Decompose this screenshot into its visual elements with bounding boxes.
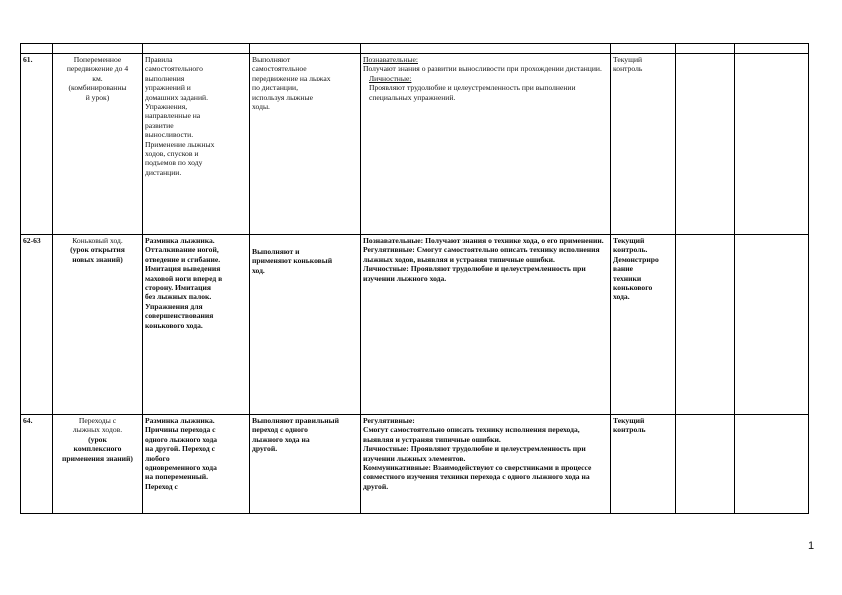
text-line: Причины перехода с: [145, 425, 216, 435]
text-line: самостоятельного: [145, 64, 203, 74]
text-line: Правила: [145, 55, 173, 64]
table-row: [21, 415, 809, 514]
text-line: на другой. Переход с: [145, 444, 215, 454]
lesson-content: [143, 54, 250, 235]
text-line: Переход с: [145, 481, 178, 491]
outcome-heading: Регулятивные:: [363, 416, 415, 425]
text-line: конькового: [613, 283, 653, 293]
text-line: дистанции.: [145, 167, 182, 177]
outcome-text: Смогут самостоятельно описать технику исполнения перехода, выявляя и устраняя типичные ошибки.: [363, 425, 580, 444]
outcome-heading: Познавательные:: [363, 55, 418, 64]
empty-cell: [676, 415, 735, 514]
text-line: контроль.: [613, 245, 648, 255]
text-line: вание: [613, 264, 634, 274]
header-cell: [53, 44, 143, 54]
text-line: Упражнения для: [145, 301, 203, 311]
text-line: без лыжных палок.: [145, 292, 212, 302]
learning-outcomes: [361, 54, 611, 235]
text-line: ходы.: [252, 102, 270, 112]
text-line: выносливости.: [145, 130, 194, 140]
outcome-text: Получают знания о технике хода, о его применении.: [425, 236, 604, 245]
outcome-text: Взаимодействуют со сверстниками в процессе совместного изучения техники перехода с одного лыжного хода на другой.: [363, 463, 592, 491]
learning-outcomes: [361, 235, 611, 415]
text-line: по дистанции,: [252, 83, 298, 93]
text-line: Выполняют: [252, 55, 291, 64]
text-line: домашних заданий.: [145, 92, 209, 102]
table-row: [21, 235, 809, 415]
control-type: [611, 415, 676, 514]
outcome-text: Получают знания о развитии выносливости при прохождении дистанции.: [363, 64, 602, 74]
text-line: переход с одного: [252, 425, 308, 435]
outcome-heading: Регулятивные:: [363, 245, 415, 255]
text-line: маховой ноги вперед в: [145, 273, 223, 283]
text-line: Текущий: [613, 55, 643, 64]
text-line: техники: [613, 273, 642, 283]
text-line: контроль: [613, 64, 643, 74]
text-line: отведение и сгибание.: [145, 254, 221, 264]
table-row: [21, 54, 809, 235]
empty-cell: [676, 235, 735, 415]
outcome-heading: Познавательные:: [363, 236, 424, 245]
lesson-topic: [53, 415, 143, 514]
text-line: Текущий: [613, 416, 645, 425]
lesson-content: [143, 415, 250, 514]
empty-cell: [735, 415, 809, 514]
outcome-heading: Личностные:: [363, 264, 409, 274]
text-line: упражнений и: [145, 83, 191, 93]
text-line: одного лыжного хода: [145, 434, 218, 444]
text-line: Отталкивание ногой,: [145, 245, 219, 255]
text-line: другой.: [252, 444, 278, 454]
header-cell: [735, 44, 809, 54]
text-line: Применение лыжных: [145, 139, 215, 149]
text-line: лыжных ходов.: [72, 425, 123, 435]
header-cell: [361, 44, 611, 54]
text-line: подъемов по ходу: [145, 158, 203, 168]
text-line: Разминка лыжника.: [145, 416, 215, 425]
header-cell: [250, 44, 361, 54]
text-line: (комбинированны: [68, 83, 127, 93]
table-header-row: [21, 44, 809, 54]
lesson-number: 61.: [21, 54, 53, 235]
text-line: совершенствования: [145, 311, 214, 321]
control-type: [611, 54, 676, 235]
text-line: Коньковый ход.: [72, 236, 123, 245]
student-activity: [250, 54, 361, 235]
text-line: й урок): [85, 92, 110, 102]
text-line: направленные на: [145, 111, 201, 121]
text-line: км.: [92, 73, 103, 83]
lesson-number: 62-63: [21, 235, 53, 415]
text-line: Попеременное: [73, 55, 122, 64]
lesson-topic: [53, 235, 143, 415]
text-line: используя лыжные: [252, 92, 313, 102]
text-line: Разминка лыжника.: [145, 236, 215, 245]
lesson-topic: [53, 54, 143, 235]
header-cell: [676, 44, 735, 54]
page-number: 1: [808, 540, 815, 552]
outcome-text: Проявляют трудолюбие и целеустремленность при изучении лыжных элементов.: [363, 444, 586, 463]
text-line: Выполняют правильный: [252, 416, 339, 425]
text-line: лыжного хода на: [252, 434, 310, 444]
text-line: конькового хода.: [145, 320, 203, 330]
text-line: (урок открытия: [70, 245, 125, 255]
text-line: развитие: [145, 120, 174, 130]
header-cell: [21, 44, 53, 54]
text-line: Имитация выведения: [145, 264, 221, 274]
text-line: (урок: [88, 434, 107, 444]
text-line: одновременного хода: [145, 463, 217, 473]
text-line: новых знаний): [72, 254, 123, 264]
text-line: применяют коньковый: [252, 256, 333, 266]
header-cell: [611, 44, 676, 54]
outcome-heading: Личностные:: [363, 444, 409, 454]
text-line: ход.: [252, 265, 265, 275]
empty-cell: [735, 54, 809, 235]
outcome-text: Проявляют трудолюбие и целеустремленность при выполнении специальных упражнений.: [369, 83, 576, 102]
empty-cell: [735, 235, 809, 415]
outcome-text: Смогут самостоятельно описать технику исполнения лыжных ходов, выявляя и устраняя типичные ошибки.: [363, 245, 600, 264]
lesson-content: [143, 235, 250, 415]
lesson-plan-table: [20, 43, 809, 514]
text-line: сторону. Имитация: [145, 283, 211, 293]
text-line: Демонстриро: [613, 254, 659, 264]
outcome-text: Проявляют трудолюбие и целеустремленность при изучении лыжного хода.: [363, 264, 586, 283]
header-cell: [143, 44, 250, 54]
text-line: Текущий: [613, 236, 645, 245]
control-type: [611, 235, 676, 415]
student-activity: [250, 415, 361, 514]
text-line: контроль: [613, 425, 646, 435]
text-line: выполнения: [145, 73, 185, 83]
student-activity: [250, 235, 361, 415]
empty-cell: [676, 54, 735, 235]
outcome-heading: Личностные:: [369, 73, 412, 83]
text-line: самостоятельное: [252, 64, 307, 74]
text-line: Выполняют и: [252, 247, 300, 256]
text-line: Упражнения,: [145, 102, 188, 112]
text-line: любого: [145, 453, 170, 463]
text-line: хода.: [613, 292, 630, 302]
text-line: передвижение до 4: [66, 64, 129, 74]
text-line: применения знаний): [62, 453, 133, 463]
text-line: на попеременный.: [145, 472, 209, 482]
text-line: передвижение на лыжах: [252, 73, 331, 83]
lesson-number: 64.: [21, 415, 53, 514]
outcome-heading: Коммуникативные:: [363, 463, 431, 473]
text-line: ходов, спусков и: [145, 149, 199, 159]
learning-outcomes: [361, 415, 611, 514]
text-line: комплексного: [73, 444, 122, 454]
text-line: Переходы с: [78, 416, 117, 425]
